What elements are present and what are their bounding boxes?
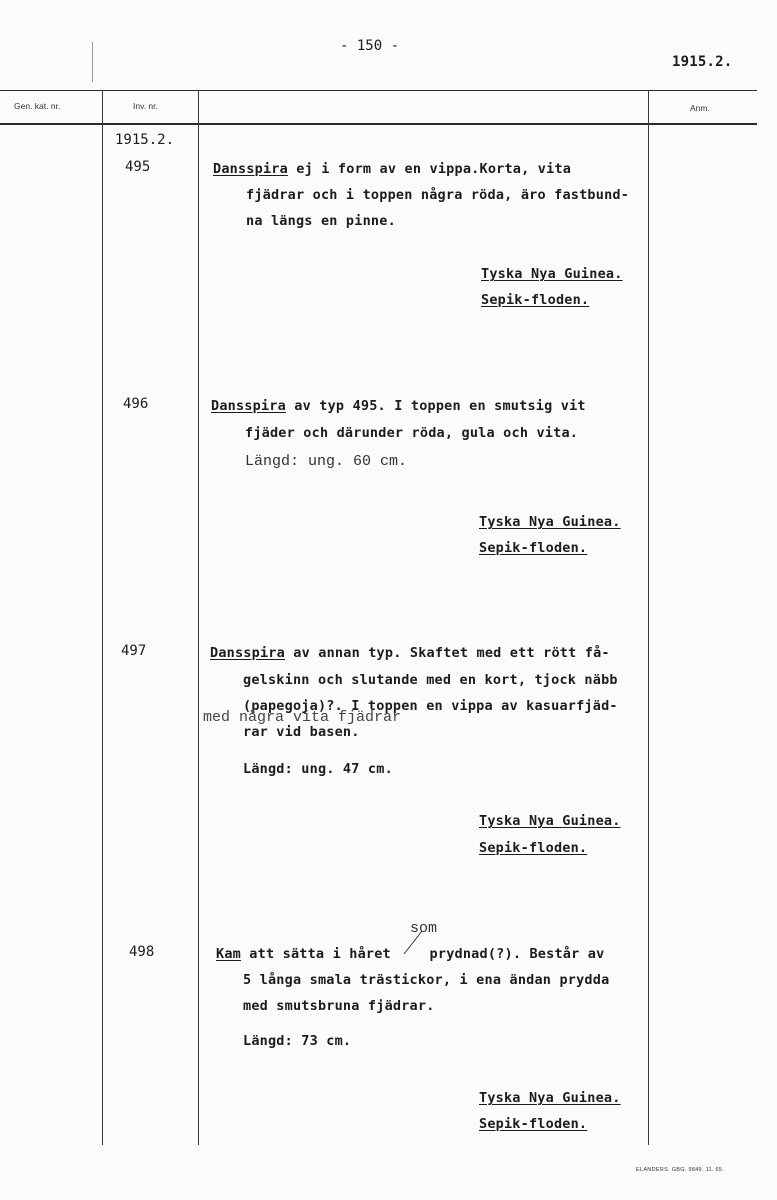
place: Tyska Nya Guinea. — [479, 514, 621, 530]
entry-line-2: 5 långa smala trästickor, i ena ändan prydda — [243, 972, 610, 988]
handwritten-insert: som — [410, 920, 438, 937]
length: Längd: ung. 60 cm. — [245, 453, 408, 470]
header-top-rule — [0, 90, 757, 91]
entry-line-2: fjädrar och i toppen några röda, äro fastbund- — [246, 187, 630, 203]
river: Sepik-floden. — [479, 1116, 588, 1132]
entry-line-1: Kam att sätta i håret prydnad(?). Består av — [216, 946, 605, 962]
page-number: - 150 - — [340, 38, 400, 54]
entry-line-2: gelskinn och slutande med en kort, tjock näbb — [243, 672, 618, 688]
entry-line-3: na längs en pinne. — [246, 213, 396, 229]
col-header-inv: Inv. nr. — [133, 101, 158, 111]
river: Sepik-floden. — [479, 840, 588, 856]
entry-line-4: rar vid basen. — [243, 724, 360, 740]
place: Tyska Nya Guinea. — [481, 266, 623, 282]
col-divider-1 — [102, 90, 103, 1145]
entry-line-3: med smutsbruna fjädrar. — [243, 998, 435, 1014]
entry-line-3: (papegoja)?. I toppen en vippa av kasuarfjäd- — [243, 698, 618, 714]
handwritten-insert: med några vita fjädrar — [203, 709, 402, 726]
collection-number: 1915.2. — [672, 54, 733, 70]
length: Längd: ung. 47 cm. — [243, 761, 393, 777]
river: Sepik-floden. — [479, 540, 588, 556]
object-title: Dansspira — [211, 398, 286, 414]
object-title: Kam — [216, 946, 241, 962]
inv-number: 496 — [123, 396, 149, 412]
punch-mark — [92, 42, 93, 82]
inv-number: 497 — [121, 643, 147, 659]
place: Tyska Nya Guinea. — [479, 1090, 621, 1106]
header-bottom-rule — [0, 123, 757, 125]
entry-line-1: Dansspira av typ 495. I toppen en smutsig vit — [211, 398, 586, 414]
col-divider-3 — [648, 90, 649, 1145]
entry-line-1: Dansspira av annan typ. Skaftet med ett rött få- — [210, 645, 610, 661]
entry-line-2: fjäder och därunder röda, gula och vita. — [245, 425, 579, 441]
river: Sepik-floden. — [481, 292, 590, 308]
printer-imprint: ELANDERS. GBG. 9849. 11. 65. — [636, 1167, 725, 1173]
col-header-anm: Anm. — [690, 103, 710, 113]
inv-number: 498 — [129, 944, 155, 960]
place: Tyska Nya Guinea. — [479, 813, 621, 829]
inv-number: 495 — [125, 159, 151, 175]
col-divider-2 — [198, 90, 199, 1145]
entry-line-1: Dansspira ej i form av en vippa.Korta, vita — [213, 161, 572, 177]
length: Längd: 73 cm. — [243, 1033, 352, 1049]
year-label: 1915.2. — [115, 132, 175, 148]
object-title: Dansspira — [213, 161, 288, 177]
object-title: Dansspira — [210, 645, 285, 661]
col-header-gen: Gen. kat. nr. — [14, 101, 61, 111]
